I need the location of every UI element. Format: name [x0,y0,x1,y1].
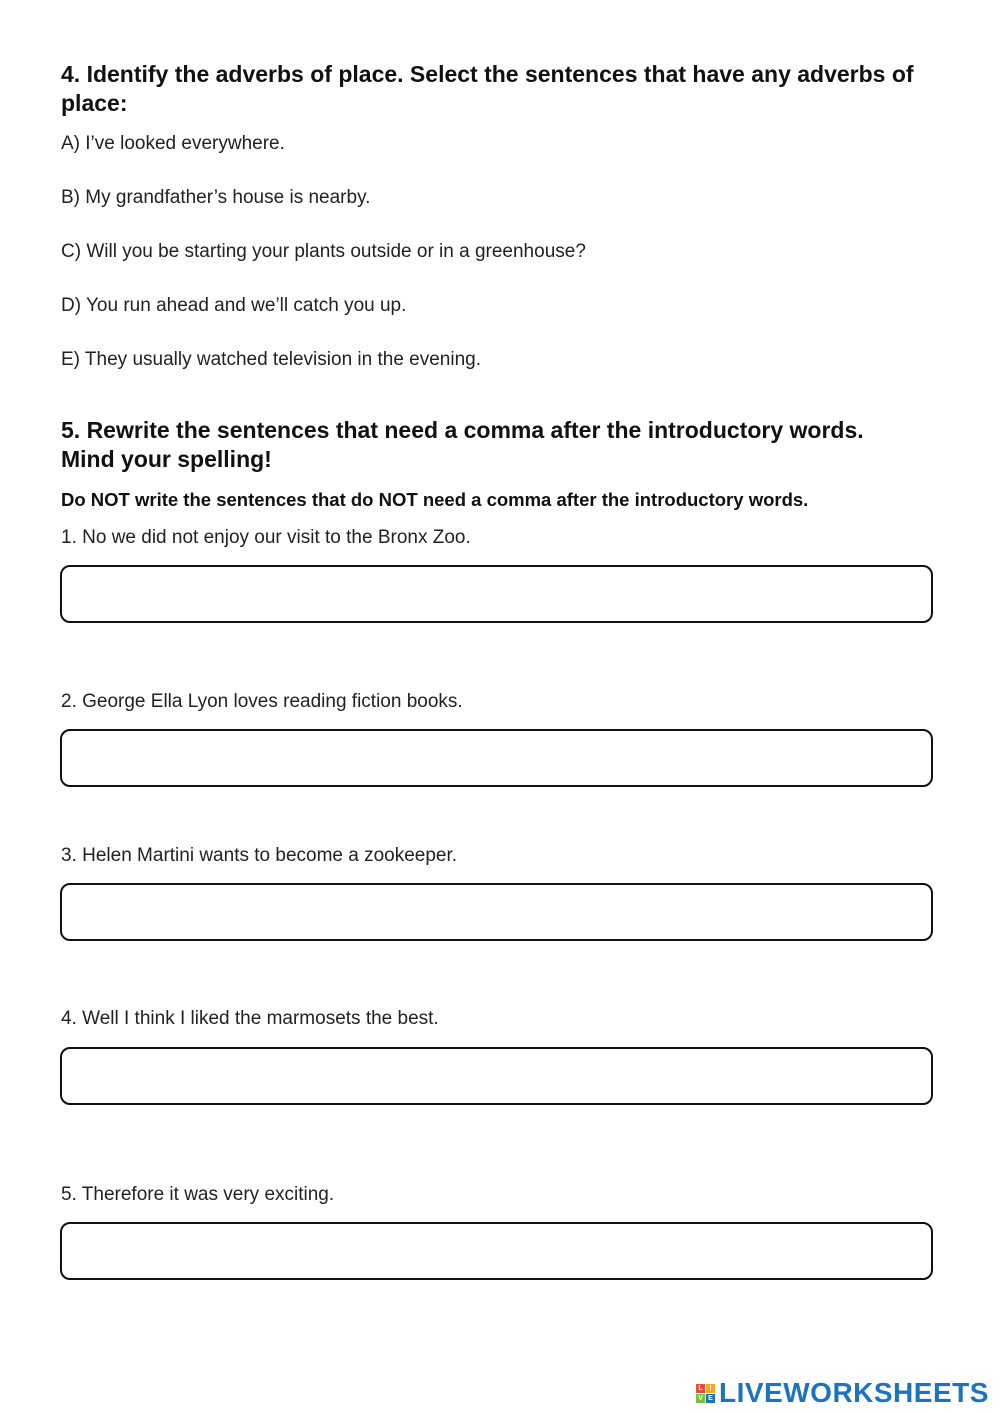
section5-heading-line2: Mind your spelling! [61,446,272,472]
liveworksheets-logo [696,1378,989,1408]
item-4-prompt: 4. Well I think I liked the marmosets the best. [61,1008,439,1029]
item-1-answer-input[interactable] [62,567,931,621]
option-c[interactable]: C) Will you be starting your plants outside or in a greenhouse? [61,241,586,262]
item-2-answer-box[interactable] [60,729,933,787]
option-a[interactable]: A) I’ve looked everywhere. [61,133,285,154]
option-b[interactable]: B) My grandfather’s house is nearby. [61,187,371,208]
item-5-prompt: 5. Therefore it was very exciting. [61,1184,335,1205]
logo-mark-v: V [696,1394,705,1403]
item-4-answer-box[interactable] [60,1047,933,1105]
option-d[interactable]: D) You run ahead and we’ll catch you up. [61,295,407,316]
item-4-answer-input[interactable] [62,1049,931,1103]
logo-mark-i: I [706,1384,715,1393]
section5-heading-line1: 5. Rewrite the sentences that need a comma after the introductory words. [61,417,864,443]
item-2-prompt: 2. George Ella Lyon loves reading fiction books. [61,691,463,712]
item-5-answer-box[interactable] [60,1222,933,1280]
item-1-prompt: 1. No we did not enjoy our visit to the Bronx Zoo. [61,527,471,548]
item-3-prompt: 3. Helen Martini wants to become a zookeeper. [61,845,458,866]
item-3-answer-input[interactable] [62,885,931,939]
logo-mark-icon [696,1384,715,1403]
option-e[interactable]: E) They usually watched television in the evening. [61,349,482,370]
item-5-answer-input[interactable] [62,1224,931,1278]
item-3-answer-box[interactable] [60,883,933,941]
logo-text: LIVEWORKSHEETS [719,1377,989,1408]
logo-mark-l: L [696,1384,705,1393]
item-1-answer-box[interactable] [60,565,933,623]
item-2-answer-input[interactable] [62,731,931,785]
section5-instruction: Do NOT write the sentences that do NOT need a comma after the introductory words. [61,489,809,510]
section4-heading: 4. Identify the adverbs of place. Select the sentences that have any adverbs of place: [61,61,914,116]
logo-mark-e: E [706,1394,715,1403]
